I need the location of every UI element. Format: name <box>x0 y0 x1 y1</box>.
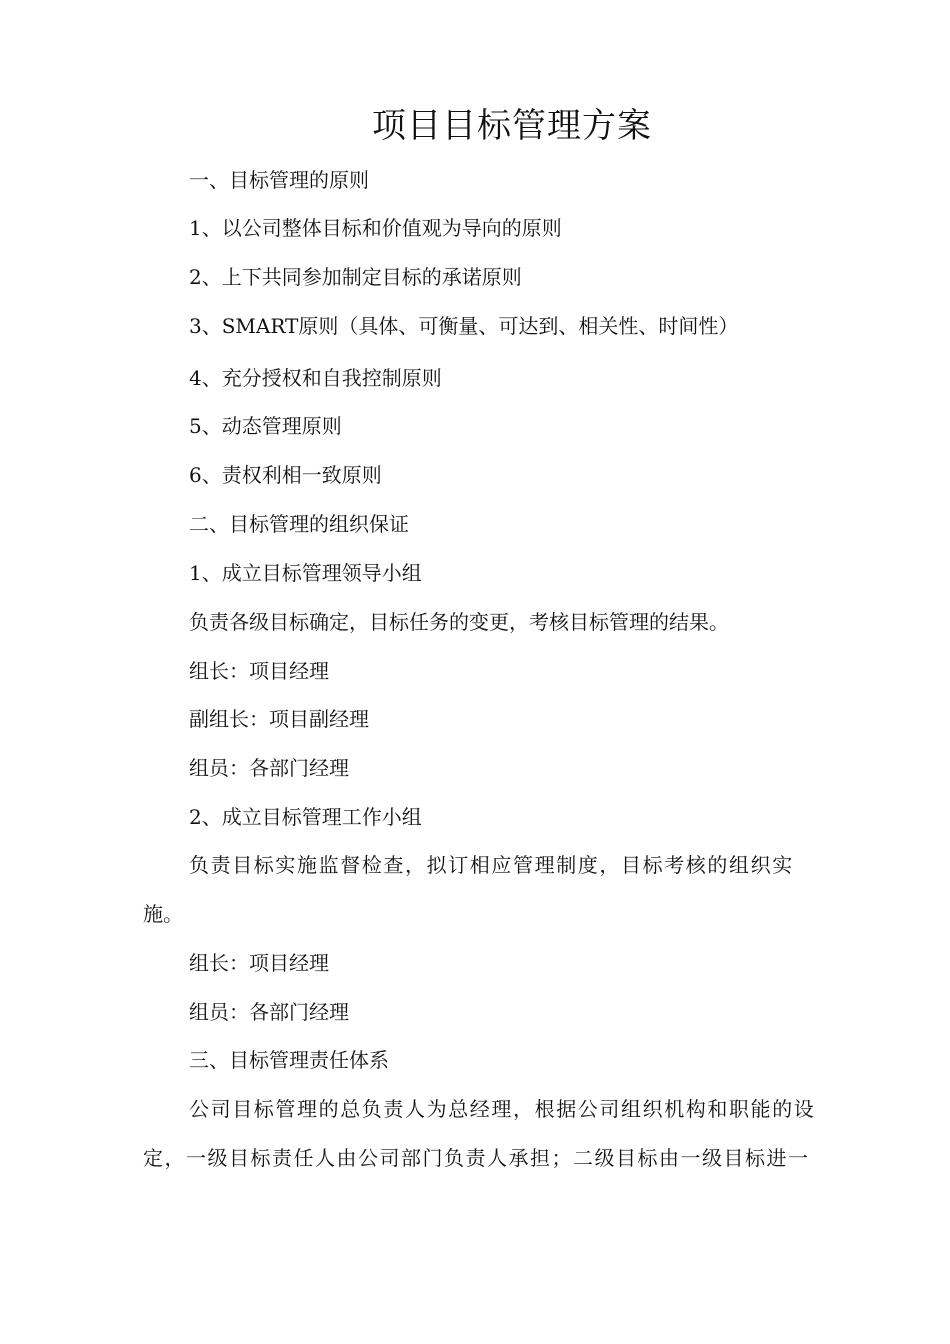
paragraph-line: 2、成立目标管理工作小组 <box>189 805 422 829</box>
document-title: 项目目标管理方案 <box>372 106 652 146</box>
paragraph-line: 1、以公司整体目标和价值观为导向的原则 <box>189 216 562 240</box>
paragraph-line: 组长：项目经理 <box>189 659 329 683</box>
paragraph-line: 组员：各部门经理 <box>189 756 349 780</box>
paragraph-line: 组长：项目经理 <box>189 951 329 975</box>
paragraph-line: 1、成立目标管理领导小组 <box>189 561 422 585</box>
paragraph-line: 2、上下共同参加制定目标的承诺原则 <box>189 265 522 289</box>
paragraph-line: 负责各级目标确定，目标任务的变更，考核目标管理的结果。 <box>189 610 729 634</box>
section-heading-3: 三、目标管理责任体系 <box>189 1048 389 1072</box>
paragraph-line: 定，一级目标责任人由公司部门负责人承担；二级目标由一级目标进一 <box>143 1146 810 1170</box>
paragraph-line: 负责目标实施监督检查，拟订相应管理制度，目标考核的组织实 <box>189 853 794 877</box>
section-heading-1: 一、目标管理的原则 <box>189 168 369 192</box>
section-heading-2: 二、目标管理的组织保证 <box>189 512 409 536</box>
paragraph-line: 施。 <box>143 902 183 926</box>
paragraph-line: 5、动态管理原则 <box>189 414 342 438</box>
paragraph-line: 组员：各部门经理 <box>189 1000 349 1024</box>
paragraph-line: 公司目标管理的总负责人为总经理，根据公司组织机构和职能的设 <box>189 1097 816 1121</box>
paragraph-line: 6、责权利相一致原则 <box>189 463 382 487</box>
paragraph-line: 副组长：项目副经理 <box>189 707 369 731</box>
paragraph-line: 3、SMART原则（具体、可衡量、可达到、相关性、时间性） <box>189 314 739 338</box>
paragraph-line: 4、充分授权和自我控制原则 <box>189 366 442 390</box>
